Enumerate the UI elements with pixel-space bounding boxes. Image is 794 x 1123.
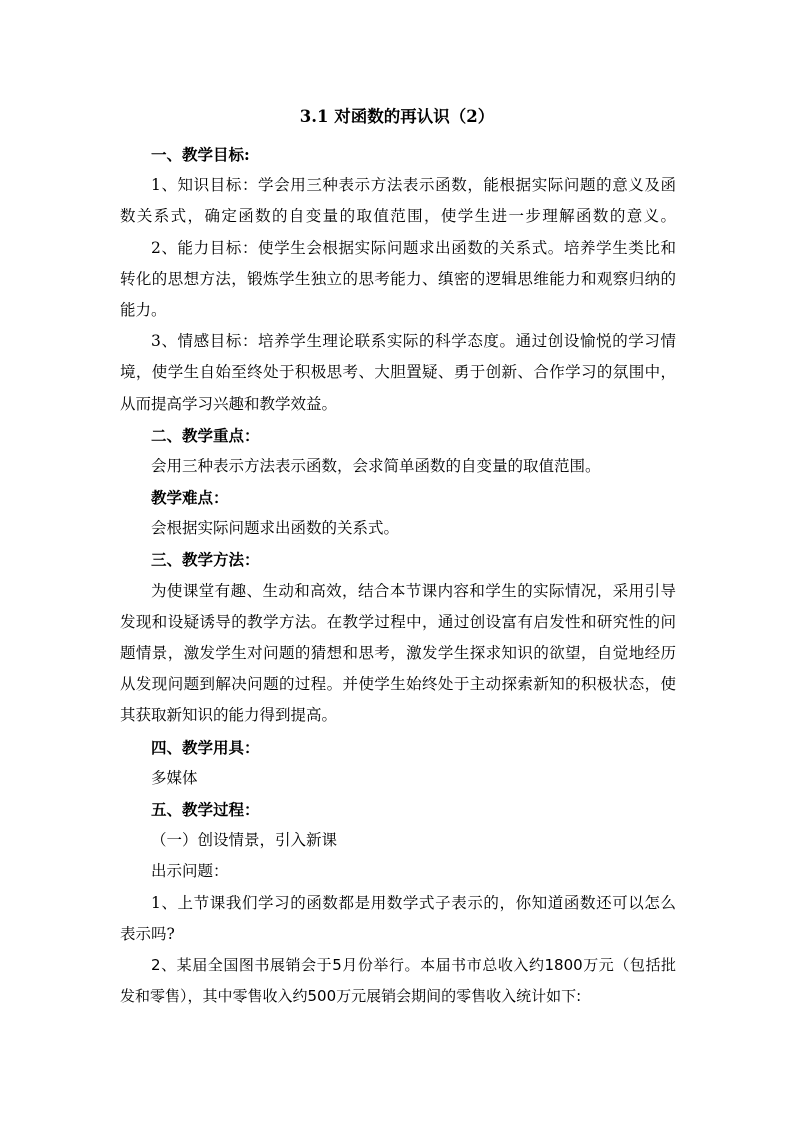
- paragraph-line: 发现和设疑诱导的教学方法。在教学过程中，通过创设富有启发性和研究性的问: [120, 612, 676, 631]
- paragraph-line: 多媒体: [151, 768, 198, 787]
- paragraph-line: 境，使学生自始至终处于积极思考、大胆置疑、勇于创新、合作学习的氛围中，: [120, 363, 676, 382]
- section-heading: 三、教学方法：: [151, 550, 260, 570]
- paragraph-line: （一）创设情景，引入新课: [151, 831, 338, 850]
- paragraph-line: 会根据实际问题求出函数的关系式。: [151, 519, 400, 538]
- paragraph-line: 其获取新知识的能力得到提高。: [120, 706, 338, 725]
- section-heading: 五、教学过程：: [151, 799, 260, 819]
- document-title: 3.1 对函数的再认识（2）: [299, 107, 495, 126]
- paragraph-line: 能力。: [120, 300, 167, 319]
- section-heading: 教学难点：: [151, 488, 229, 508]
- section-heading: 二、教学重点：: [151, 425, 260, 445]
- paragraph-line: 会用三种表示方法表示函数，会求简单函数的自变量的取值范围。: [151, 456, 601, 475]
- paragraph-line: 3、情感目标：培养学生理论联系实际的科学态度。通过创设愉悦的学习情: [151, 332, 676, 351]
- paragraph-line: 转化的思想方法，锻炼学生独立的思考能力、缜密的逻辑思维能力和观察归纳的: [120, 269, 676, 288]
- paragraph-line: 1、上节课我们学习的函数都是用数学式子表示的，你知道函数还可以怎么: [151, 893, 676, 912]
- paragraph-line: 从发现问题到解决问题的过程。并使学生始终处于主动探索新知的积极状态，使: [120, 675, 676, 694]
- paragraph-line: 数关系式，确定函数的自变量的取值范围，使学生进一步理解函数的意义。: [120, 207, 676, 226]
- paragraph-line: 表示吗?: [120, 924, 175, 943]
- section-heading: 一、教学目标:: [151, 145, 250, 164]
- paragraph-line: 2、能力目标：使学生会根据实际问题求出函数的关系式。培养学生类比和: [151, 238, 676, 257]
- paragraph-line: 发和零售），其中零售收入约500万元展销会期间的零售收入统计如下:: [120, 987, 582, 1006]
- paragraph-line: 2、某届全国图书展销会于5月份举行。本届书市总收入约1800万元（包括批: [151, 955, 676, 974]
- document-body: [120, 139, 676, 1012]
- section-heading: 四、教学用具：: [151, 737, 260, 757]
- paragraph-line: 出示问题：: [151, 862, 229, 881]
- paragraph-line: 1、知识目标：学会用三种表示方法表示函数，能根据实际问题的意义及函: [151, 176, 676, 195]
- paragraph-line: 题情景，激发学生对问题的猜想和思考，激发学生探求知识的欲望，自觉地经历: [120, 644, 676, 662]
- paragraph-line: 为使课堂有趣、生动和高效，结合本节课内容和学生的实际情况，采用引导: [151, 581, 676, 600]
- paragraph-line: 从而提高学习兴趣和教学效益。: [120, 394, 338, 413]
